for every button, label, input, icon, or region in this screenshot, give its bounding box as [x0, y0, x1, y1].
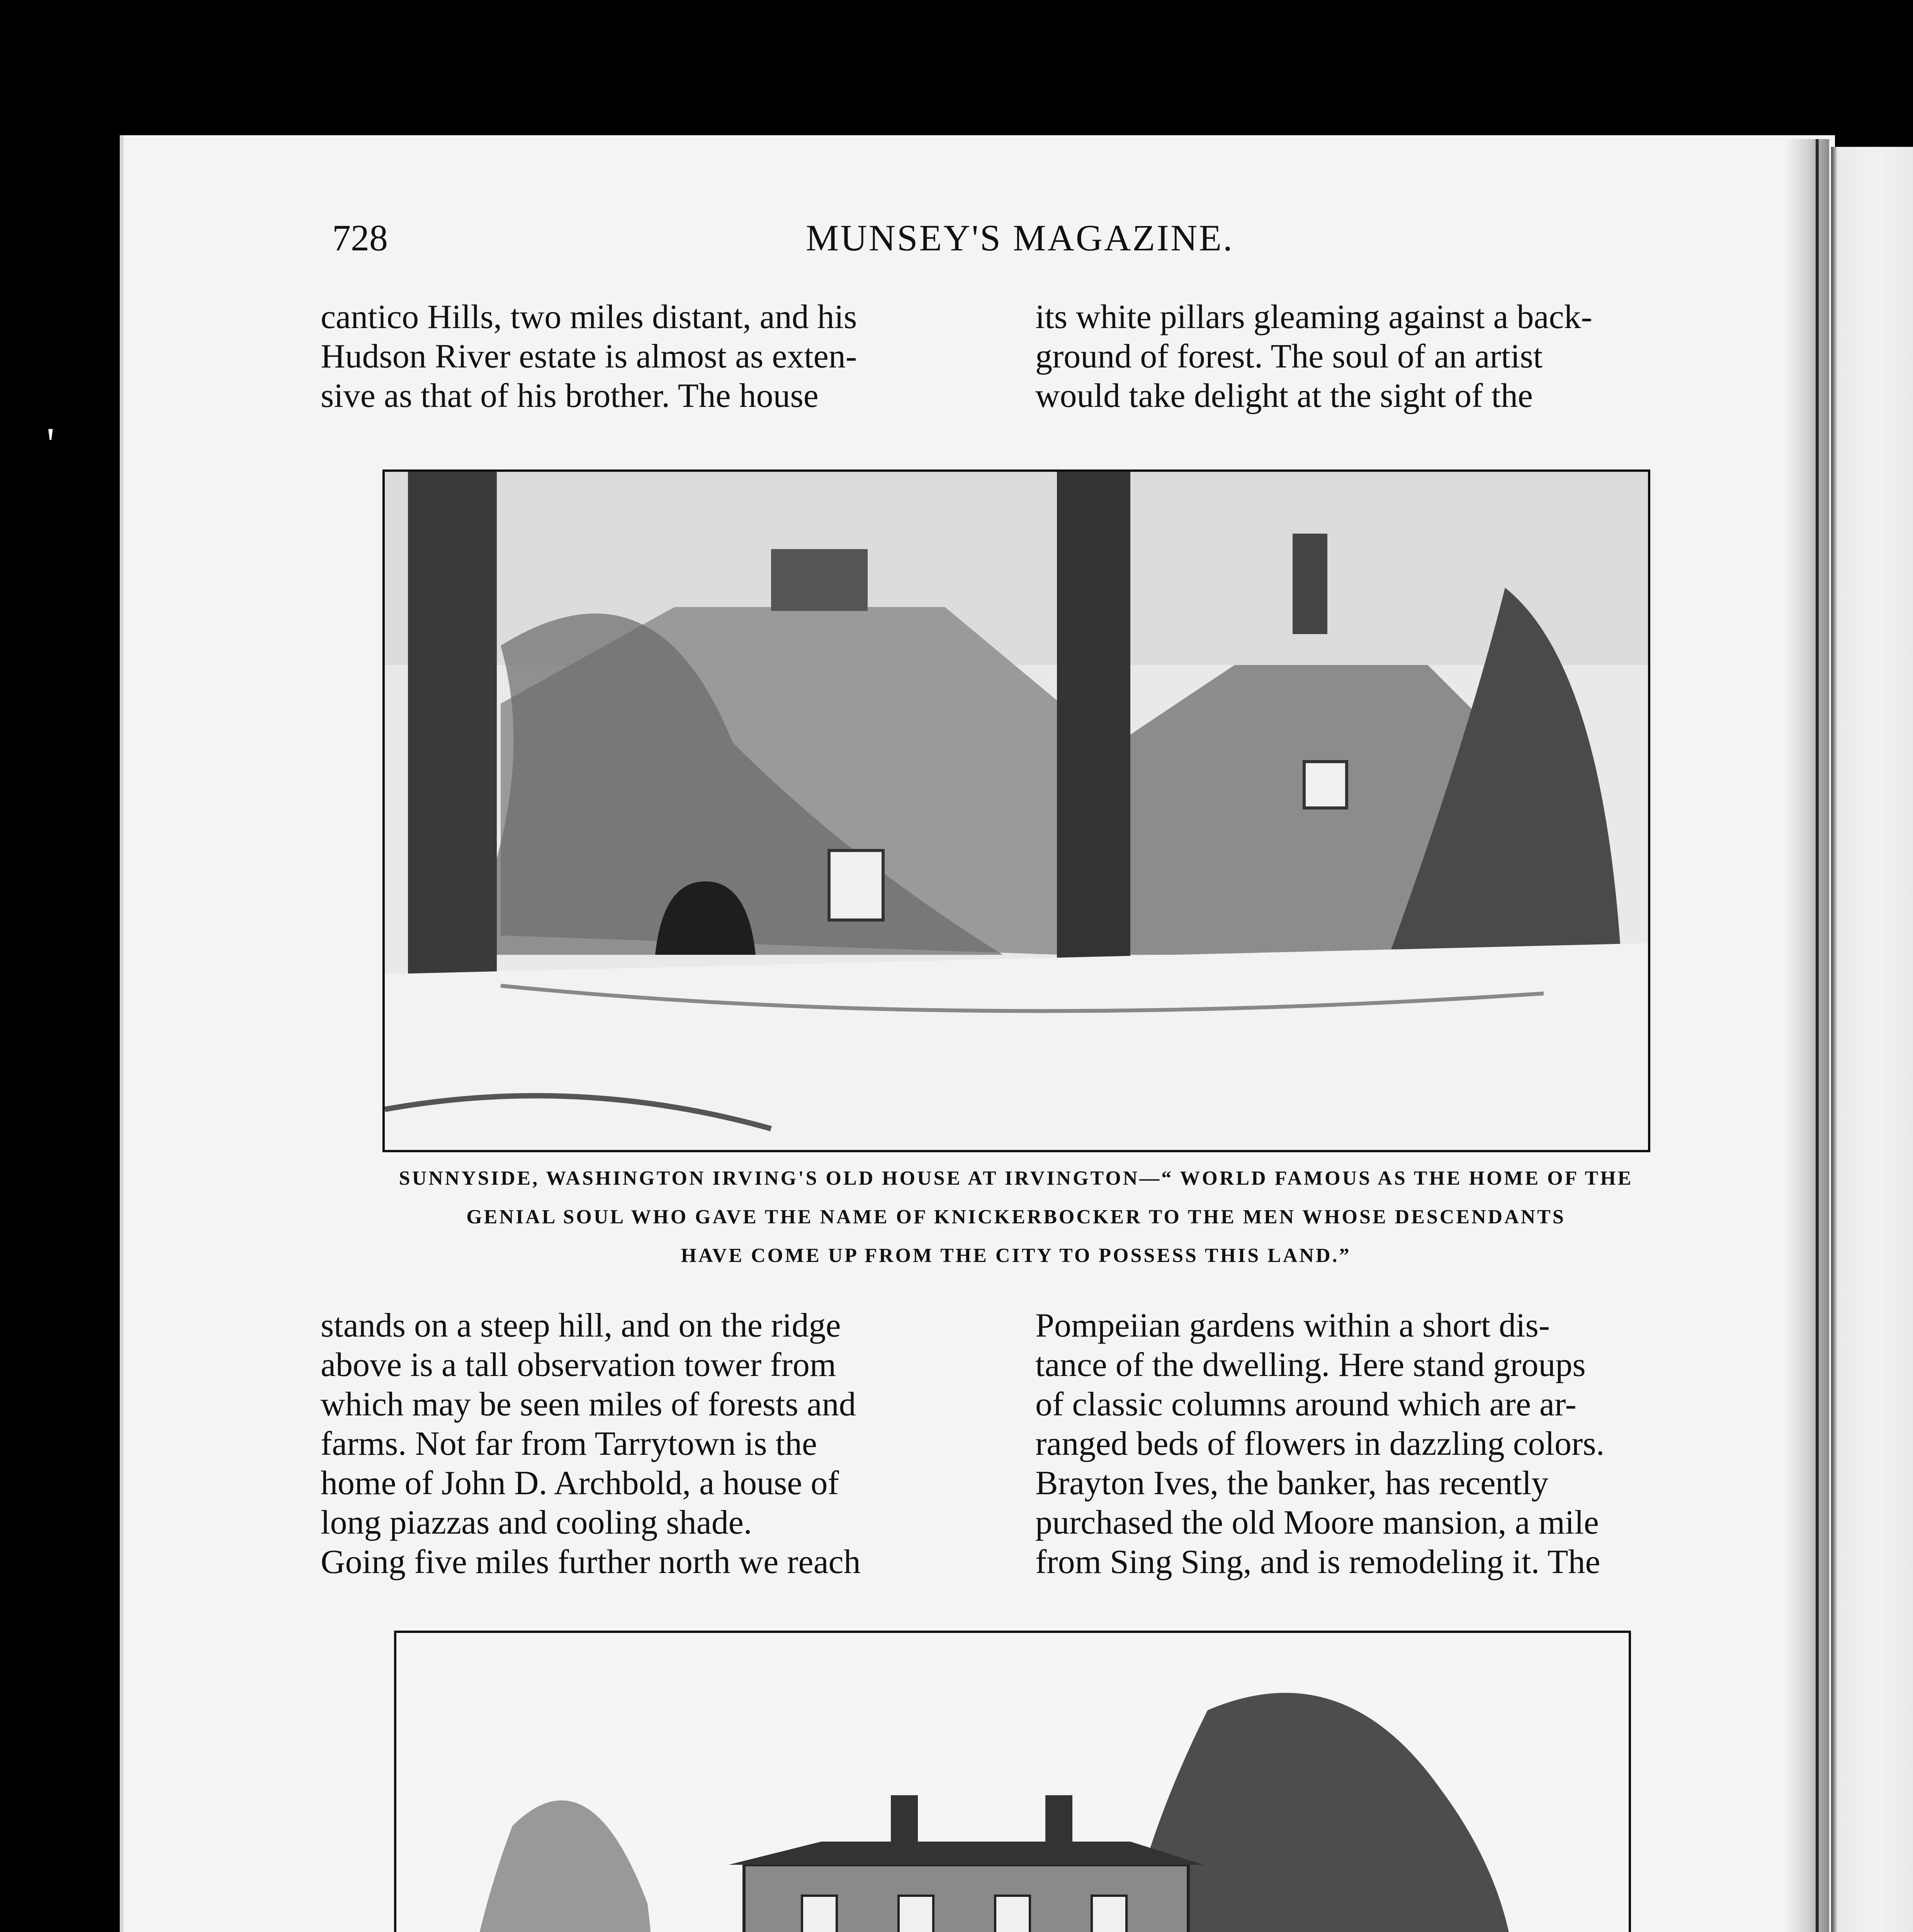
page-number: 728 — [332, 217, 388, 259]
page-edge — [1816, 139, 1819, 1932]
gould-residence-engraving — [394, 1631, 1631, 1932]
sunnyside-illustration — [385, 472, 1648, 1150]
sunnyside-engraving — [382, 469, 1650, 1152]
text-block-middle-right: Pompeiian gardens within a short dis- tance of the dwelling. Here stand groups of classic columns around which are ar- ranged beds of flowers in dazzling colors. Brayton Ives, the banker, has recently purchased the old Moore mansion, a mile from Sing Sing, and is remodeling it. The — [1035, 1307, 1605, 1581]
text-block-top-left: cantico Hills, two miles distant, and his Hudson River estate is almost as exten- sive as that of his brother. The house — [321, 298, 857, 415]
facing-page-edge — [1831, 147, 1913, 1932]
running-header — [332, 216, 1707, 263]
text-block-middle-left: stands on a steep hill, and on the ridge above is a tall observation tower from which may be seen miles of forests and farms. Not far from Tarrytown is the home of John D. Archbold, a house of long piazzas and cooling shade. Going five miles further north we reach — [321, 1307, 861, 1581]
margin-mark: ' — [46, 418, 55, 469]
page-curl-shadow — [1785, 139, 1829, 1932]
gould-residence-illustration — [396, 1633, 1629, 1932]
magazine-title: MUNSEY'S MAGAZINE. — [806, 217, 1234, 259]
sunnyside-caption: SUNNYSIDE, WASHINGTON IRVING'S OLD HOUSE AT IRVINGTON—“ WORLD FAMOUS AS THE HOME OF THE GENIAL SOUL WHO GAVE THE NAME OF KNICKERBOCKER TO THE MEN WHOSE DESCENDANTS HAVE COME UP FROM THE CITY TO POSSESS THIS LAND.” — [399, 1167, 1633, 1267]
text-block-top-right: its white pillars gleaming against a back- ground of forest. The soul of an artist would take delight at the sight of the — [1035, 298, 1592, 415]
